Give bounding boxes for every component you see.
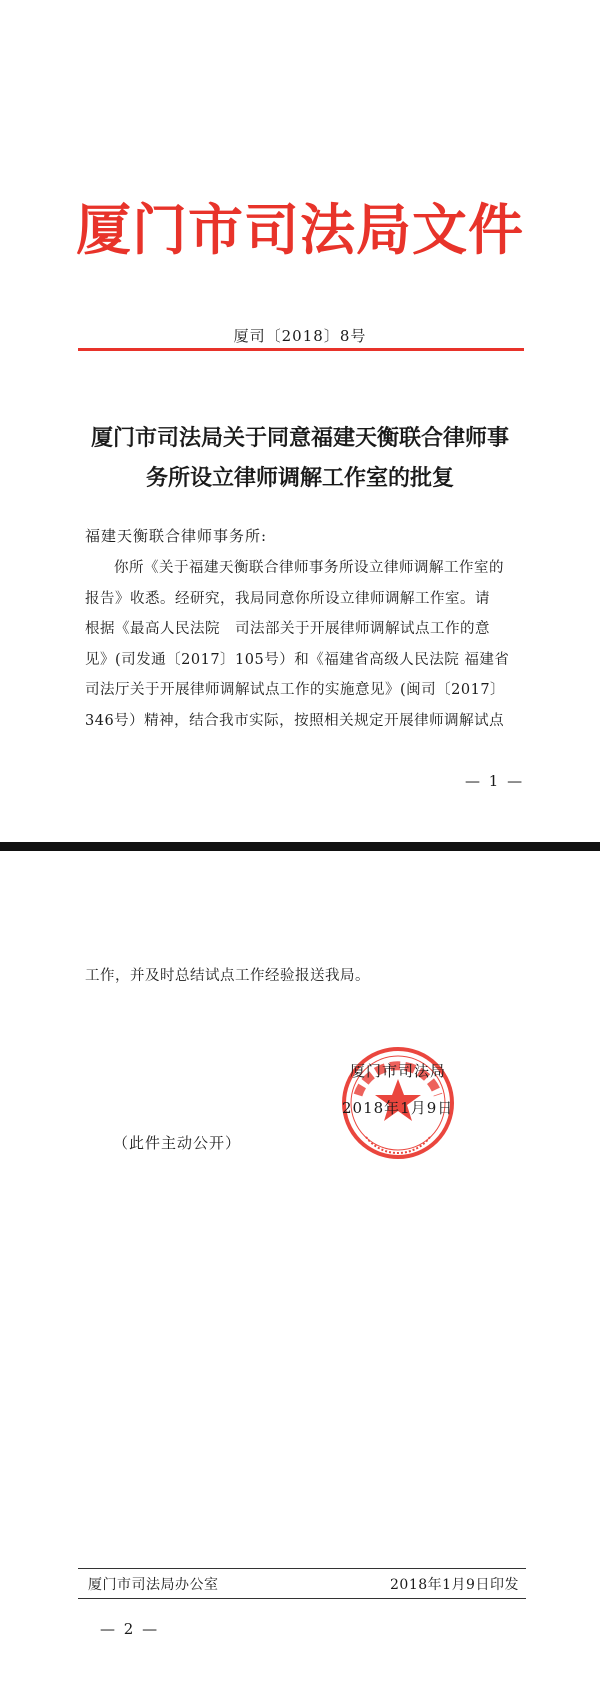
document-title xyxy=(60,418,540,498)
document-number: 厦司〔2018〕8号 xyxy=(233,327,367,345)
body-line: 报告》收悉。经研究，我局同意你所设立律师调解工作室。请 xyxy=(85,590,490,607)
footer-bottom-rule xyxy=(78,1598,526,1599)
body-text xyxy=(85,553,525,736)
body-line: 你所《关于福建天衡联合律师事务所设立律师调解工作室的 xyxy=(114,560,504,576)
red-divider-line xyxy=(78,348,524,351)
body-line: 346号）精神，结合我市实际，按照相关规定开展律师调解试点 xyxy=(85,712,505,729)
issuer-signature: 厦门市司法局 xyxy=(350,1062,447,1080)
page-separator xyxy=(0,842,600,851)
page-number: — 1 — xyxy=(465,772,525,790)
body-line: 司法厅关于开展律师调解试点工作的实施意见》(闽司〔2017〕 xyxy=(85,682,506,698)
footer-printed-date: 2018年1月9日印发 xyxy=(390,1577,519,1593)
signature-date: 2018年1月9日 xyxy=(342,1099,454,1117)
footer-office: 厦门市司法局办公室 xyxy=(88,1577,219,1593)
body-line: 见》(司发通〔2017〕105号）和《福建省高级人民法院 福建省 xyxy=(85,651,510,668)
public-disclosure-note: （此件主动公开） xyxy=(113,1134,242,1152)
page-number: — 2 — xyxy=(100,1620,160,1638)
footer-top-rule xyxy=(78,1568,526,1569)
body-continuation: 工作，并及时总结试点工作经验报送我局。 xyxy=(85,968,370,984)
recipient: 福建天衡联合律师事务所: xyxy=(85,527,268,545)
document-header-title: 厦门市司法局文件 xyxy=(75,198,524,262)
body-line: 根据《最高人民法院 司法部关于开展律师调解试点工作的意 xyxy=(85,621,490,637)
document-page-1 xyxy=(0,0,600,842)
document-title-line-1: 厦门市司法局关于同意福建天衡联合律师事 xyxy=(90,425,509,451)
document-title-line-2: 务所设立律师调解工作室的批复 xyxy=(145,465,454,491)
